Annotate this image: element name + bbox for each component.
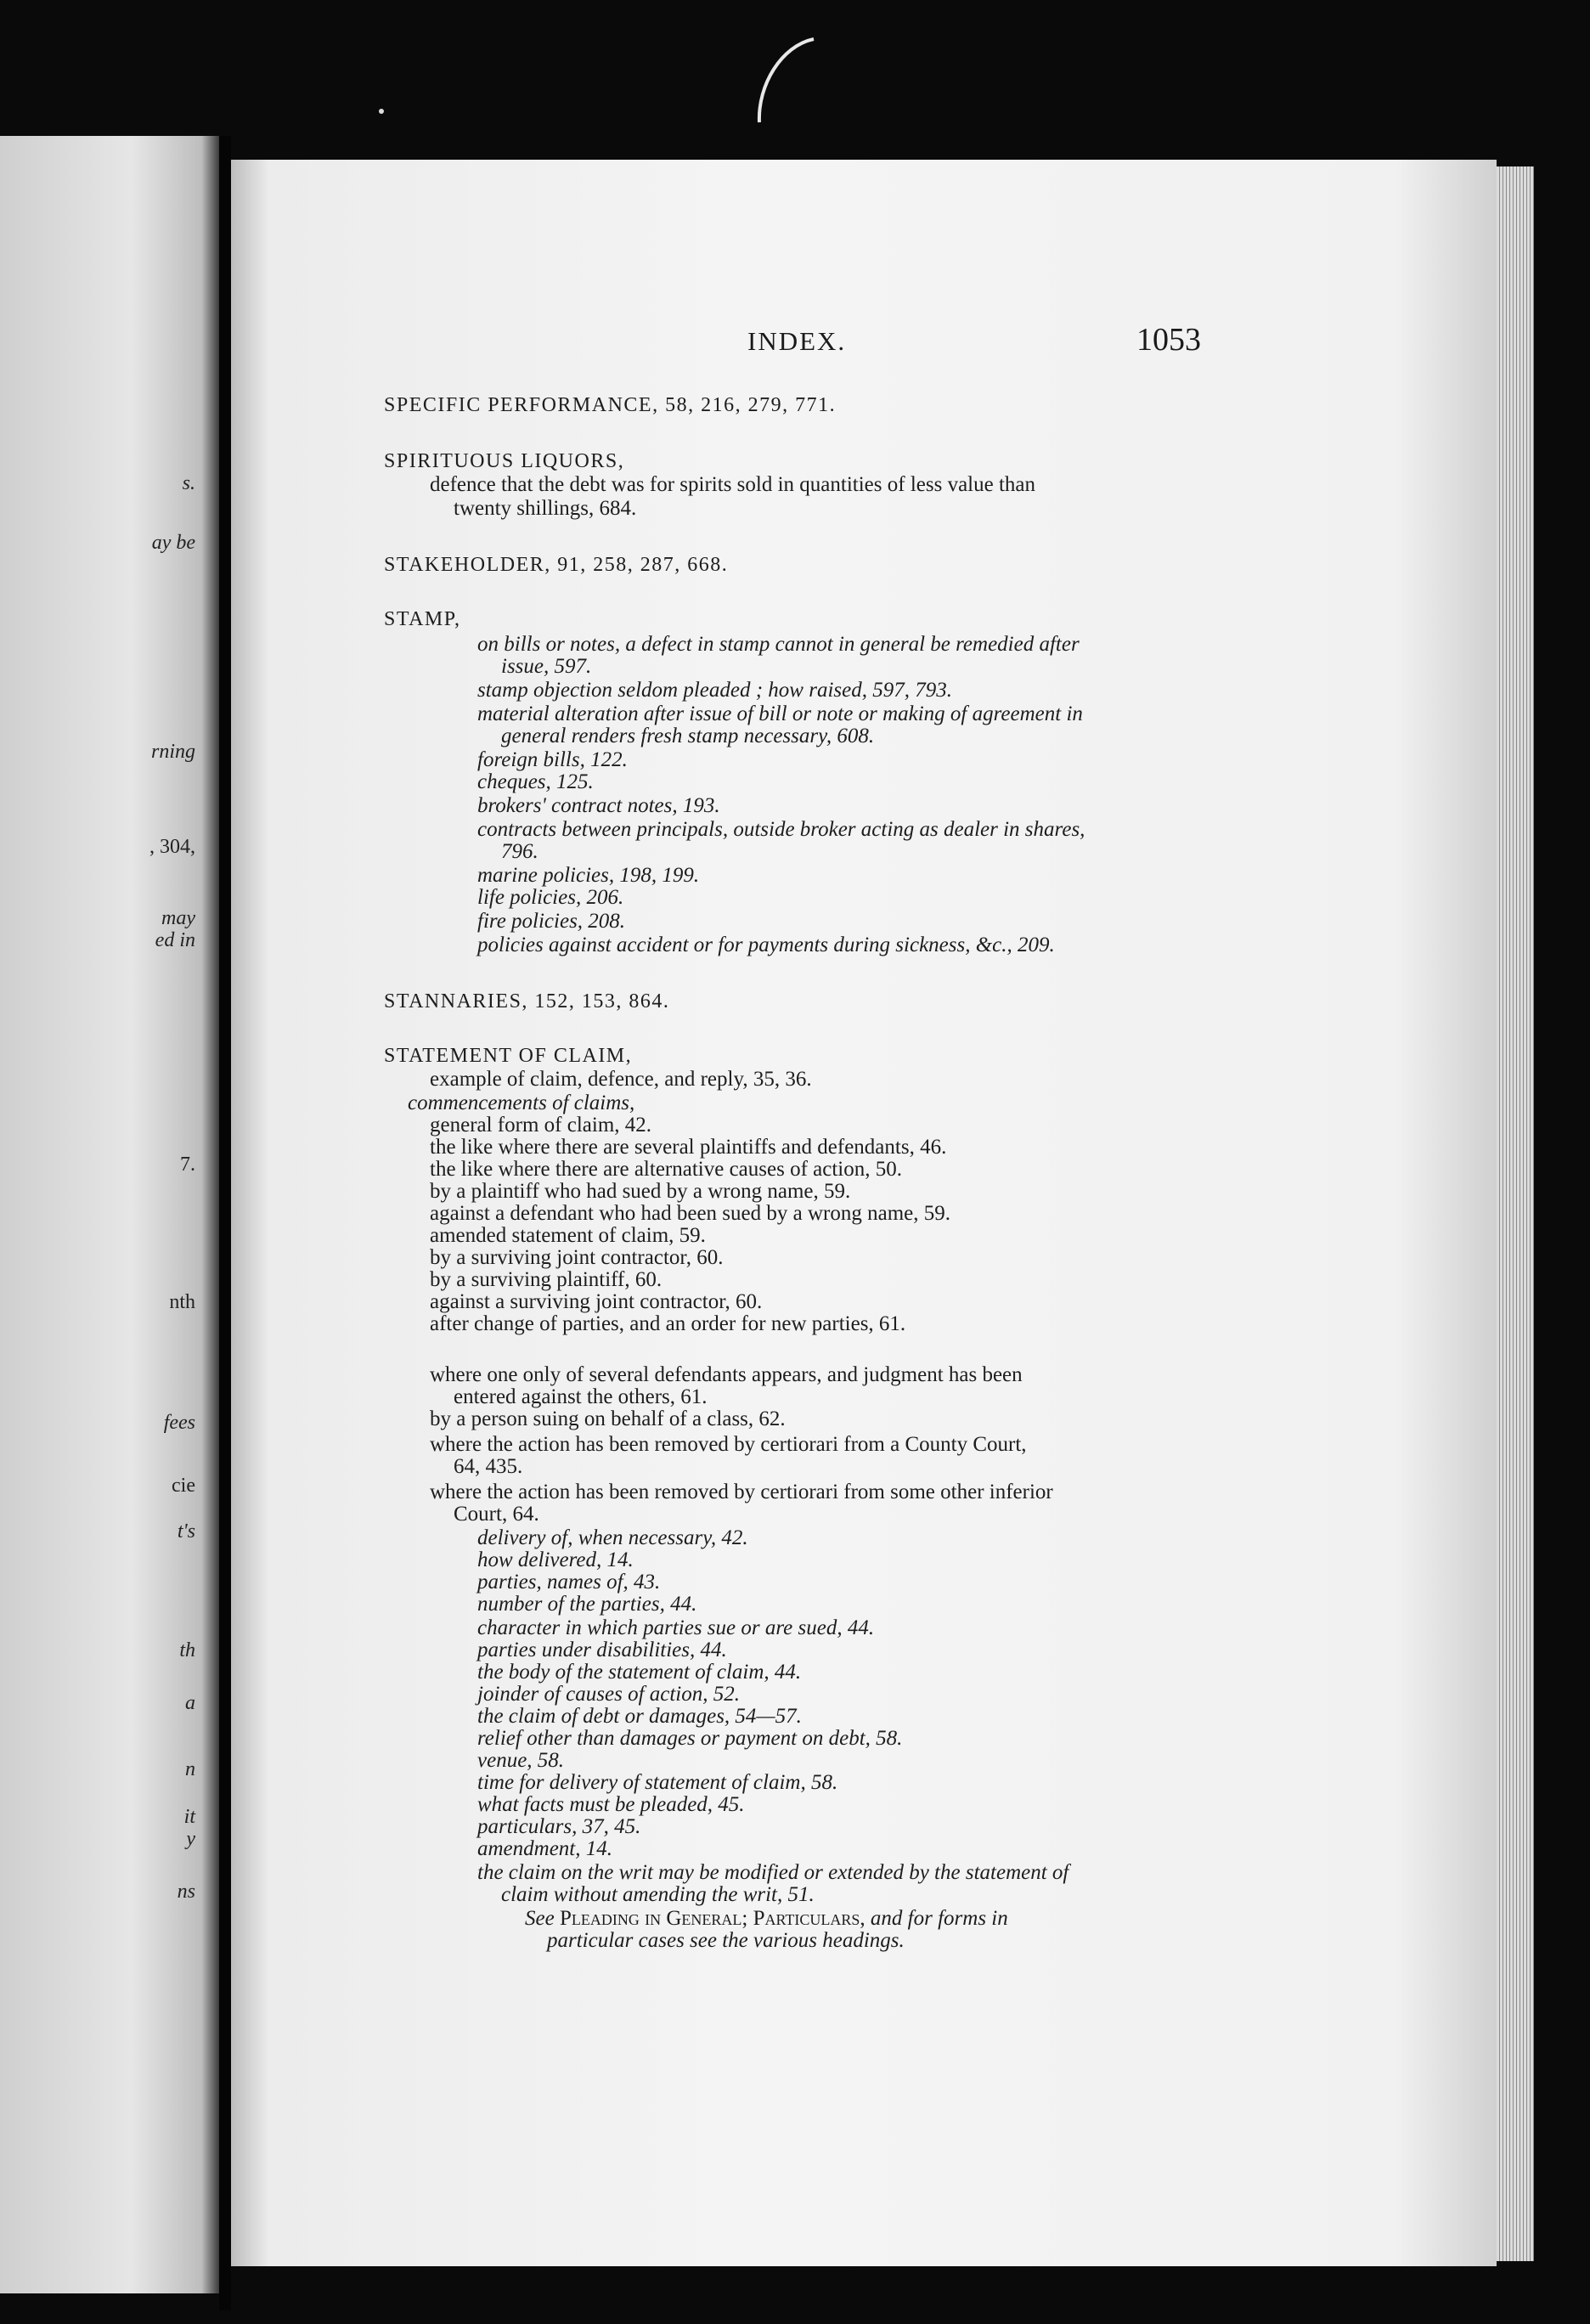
entry-line: defence that the debt was for spirits sold in quantities of less value than (430, 473, 1036, 496)
entry-line: character in which parties sue or are sued, 44. (477, 1616, 875, 1639)
entry-line: stamp objection seldom pleaded ; how raised, 597, 793. (477, 679, 952, 702)
entry-line: how delivered, 14. (477, 1548, 634, 1571)
facing-page-fragment: , 304, (149, 836, 195, 858)
book-gutter (219, 136, 231, 2310)
entry-line: material alteration after issue of bill or note or making of agreement in (477, 702, 1083, 725)
facing-page-fragment: ay be (151, 532, 195, 554)
entry-line: 64, 435. (454, 1455, 523, 1478)
entry-line: amended statement of claim, 59. (430, 1224, 706, 1247)
entry-line: general renders fresh stamp necessary, 608. (501, 725, 875, 747)
cross-reference-tail: and for forms in (865, 1907, 1008, 1930)
entry-line: on bills or notes, a defect in stamp cannot in general be remedied after (477, 633, 1080, 656)
entry-line: after change of parties, and an order for new parties, 61. (430, 1312, 906, 1335)
entry-line: by a person suing on behalf of a class, 62. (430, 1407, 786, 1430)
entry-line: what facts must be pleaded, 45. (477, 1793, 745, 1816)
entry-line: by a plaintiff who had sued by a wrong name, 59. (430, 1180, 851, 1203)
entry-line: entered against the others, 61. (454, 1385, 708, 1408)
facing-page-fragment: ed in (155, 929, 195, 951)
page-edges (1497, 166, 1534, 2261)
facing-page-fragment: n (185, 1758, 195, 1780)
facing-page-fragment: 7. (180, 1154, 195, 1176)
entry-heading: STATEMENT OF CLAIM, (384, 1045, 633, 1067)
entry-subheading: commencements of claims, (408, 1091, 635, 1114)
entry-line: time for delivery of statement of claim, 58. (477, 1771, 838, 1794)
facing-page-fragment: nth (169, 1291, 195, 1313)
cross-reference-line: particular cases see the various headings. (547, 1929, 905, 1952)
entry-line: contracts between principals, outside broker acting as dealer in shares, (477, 818, 1085, 841)
entry-heading: STANNARIES, 152, 153, 864. (384, 990, 670, 1013)
entry-line: Court, 64. (454, 1503, 539, 1526)
scan-mark (747, 34, 815, 127)
entry-line: particulars, 37, 45. (477, 1815, 641, 1838)
entry-line: fire policies, 208. (477, 910, 626, 933)
facing-page-fragment: t's (177, 1520, 195, 1543)
facing-page-fragment: rning (150, 741, 195, 763)
page-number: 1053 (1136, 322, 1201, 358)
entry-line: the body of the statement of claim, 44. (477, 1661, 802, 1684)
cross-reference (525, 1908, 1008, 1930)
entry-line: twenty shillings, 684. (454, 497, 637, 520)
see-word: See (525, 1907, 555, 1930)
entry-line: by a surviving joint contractor, 60. (430, 1246, 724, 1269)
entry-line: relief other than damages or payment on debt, 58. (477, 1727, 903, 1750)
entry-line: joinder of causes of action, 52. (477, 1683, 740, 1706)
entry-line: the claim on the writ may be modified or extended by the statement of (477, 1861, 1069, 1884)
entry-heading: STAKEHOLDER, 91, 258, 287, 668. (384, 554, 729, 576)
facing-page-fragment: th (179, 1639, 195, 1661)
entry-line: marine policies, 198, 199. (477, 864, 700, 887)
entry-line: where the action has been removed by certiorari from some other inferior (430, 1481, 1053, 1503)
separator: ; (741, 1907, 753, 1930)
facing-page-fragment: s. (182, 472, 195, 494)
entry-line: cheques, 125. (477, 770, 594, 793)
entry-line: the like where there are alternative causes of action, 50. (430, 1158, 902, 1181)
facing-page-fragment: y (186, 1828, 195, 1850)
entry-line: where one only of several defendants appears, and judgment has been (430, 1363, 1023, 1386)
entry-line: against a defendant who had been sued by a wrong name, 59. (430, 1202, 951, 1225)
entry-heading: SPECIFIC PERFORMANCE, 58, 216, 279, 771. (384, 394, 837, 416)
facing-page-fragment: fees (163, 1412, 195, 1434)
entry-line: the claim of debt or damages, 54—57. (477, 1705, 802, 1728)
entry-line: issue, 597. (501, 655, 592, 678)
entry-heading: STAMP, (384, 608, 461, 630)
facing-page-edge (0, 136, 219, 2293)
cross-reference-link: Particulars, (753, 1907, 865, 1930)
scan-speck (379, 109, 384, 114)
entry-line: amendment, 14. (477, 1837, 612, 1860)
entry-line: delivery of, when necessary, 42. (477, 1526, 748, 1549)
entry-line: brokers' contract notes, 193. (477, 794, 720, 817)
facing-page-fragment: it (183, 1806, 195, 1828)
entry-line: parties under disabilities, 44. (477, 1639, 727, 1661)
entry-line: venue, 58. (477, 1749, 565, 1772)
entry-line: claim without amending the writ, 51. (501, 1883, 815, 1906)
entry-line: where the action has been removed by certiorari from a County Court, (430, 1433, 1027, 1456)
entry-line: foreign bills, 122. (477, 748, 628, 771)
entry-line: life policies, 206. (477, 886, 624, 909)
cross-reference-link: Pleading in General (559, 1907, 742, 1930)
facing-page-fragment: ns (177, 1881, 195, 1903)
facing-page-fragment: may (161, 907, 195, 929)
entry-line: parties, names of, 43. (477, 1571, 661, 1594)
entry-heading: SPIRITUOUS LIQUORS, (384, 450, 625, 472)
entry-line: general form of claim, 42. (430, 1114, 652, 1137)
entry-line: example of claim, defence, and reply, 35, 36. (430, 1068, 812, 1091)
facing-page-fragment: a (185, 1692, 195, 1714)
entry-line: against a surviving joint contractor, 60. (430, 1290, 763, 1313)
entry-line: the like where there are several plaintiffs and defendants, 46. (430, 1136, 947, 1159)
entry-line: policies against accident or for payments during sickness, &c., 209. (477, 934, 1055, 956)
facing-page-fragment: cie (172, 1475, 195, 1497)
entry-line: 796. (501, 840, 538, 863)
running-head: INDEX. (747, 326, 847, 356)
entry-line: by a surviving plaintiff, 60. (430, 1268, 662, 1291)
entry-line: number of the parties, 44. (477, 1593, 697, 1616)
